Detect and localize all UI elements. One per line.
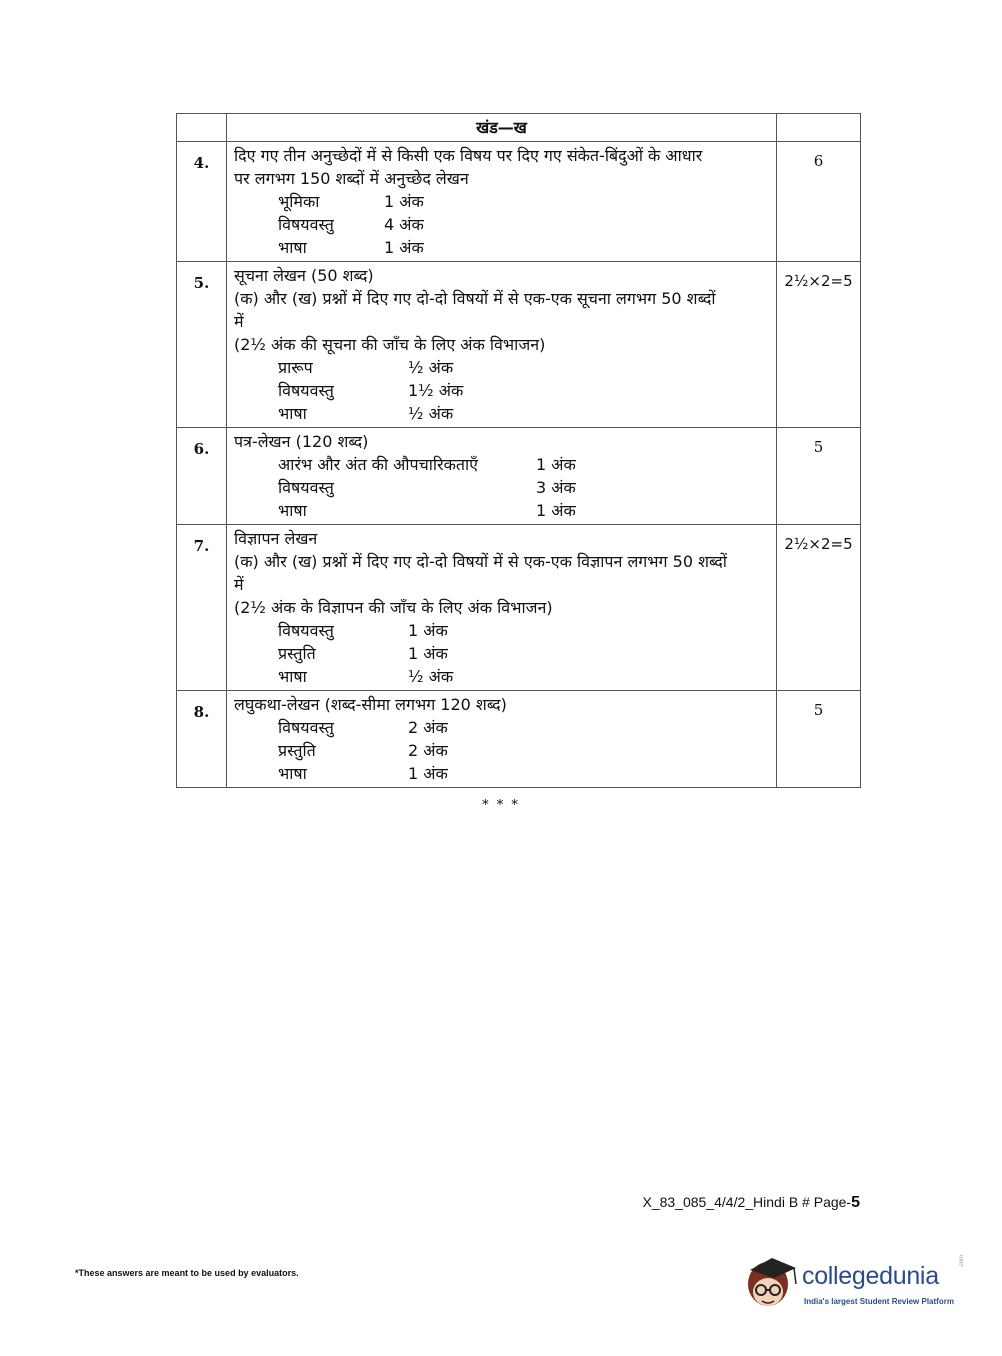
section-header-row — [177, 114, 861, 142]
mark-breakup-item — [234, 236, 770, 259]
question-text-line: सूचना लेखन (50 शब्द) — [234, 266, 374, 285]
criterion-label: भाषा — [278, 667, 307, 686]
mark-breakup-item — [234, 476, 770, 499]
question-text-line: में — [234, 312, 244, 331]
criterion-marks: 1 अंक — [408, 621, 448, 640]
question-body — [227, 691, 777, 788]
evaluator-footnote: *These answers are meant to be used by evaluators. — [75, 1268, 299, 1278]
question-body — [227, 262, 777, 428]
question-row — [177, 691, 861, 788]
question-number: 7. — [177, 525, 227, 691]
question-text-line: (क) और (ख) प्रश्नों में दिए गए दो-दो विषयों में से एक-एक विज्ञापन लगभग 50 शब्दों — [234, 552, 727, 571]
question-text-line: पर लगभग 150 शब्दों में अनुच्छेद लेखन — [234, 169, 469, 188]
page-reference — [642, 1194, 860, 1212]
question-body — [227, 525, 777, 691]
question-body — [227, 428, 777, 525]
criterion-label: आरंभ और अंत की औपचारिकताएँ — [278, 455, 479, 474]
question-body — [227, 142, 777, 262]
mark-breakup-item — [234, 213, 770, 236]
criterion-marks: 1 अंक — [408, 764, 448, 783]
criterion-label: भाषा — [278, 238, 307, 257]
mark-breakup-item — [234, 379, 770, 402]
criterion-marks: 2 अंक — [408, 718, 448, 737]
question-row — [177, 428, 861, 525]
criterion-marks: ½ अंक — [408, 667, 454, 686]
question-text-line: में — [234, 575, 244, 594]
total-marks: 5 — [777, 691, 861, 788]
marking-scheme — [176, 113, 860, 788]
criterion-label: विषयवस्तु — [278, 381, 334, 400]
brand-tagline: India's largest Student Review Platform — [804, 1297, 954, 1306]
criterion-marks: 1 अंक — [384, 192, 424, 211]
question-text-line: (क) और (ख) प्रश्नों में दिए गए दो-दो विषयों में से एक-एक सूचना लगभग 50 शब्दों — [234, 289, 716, 308]
criterion-label: विषयवस्तु — [278, 718, 334, 737]
question-row — [177, 525, 861, 691]
mark-breakup-item — [234, 665, 770, 688]
total-marks: 6 — [777, 142, 861, 262]
question-text-line: पत्र-लेखन (120 शब्द) — [234, 432, 369, 451]
header-num-cell — [177, 114, 227, 142]
mark-breakup-item — [234, 356, 770, 379]
criterion-label: भूमिका — [278, 192, 320, 211]
criterion-label: प्रस्तुति — [278, 644, 316, 663]
criterion-marks: 1 अंक — [536, 455, 576, 474]
criterion-label: भाषा — [278, 404, 307, 423]
mark-breakup-item — [234, 619, 770, 642]
criterion-label: भाषा — [278, 501, 307, 520]
criterion-marks: ½ अंक — [408, 358, 454, 377]
question-text-line: विज्ञापन लेखन — [234, 529, 318, 548]
mark-breakup-item — [234, 190, 770, 213]
criterion-label: विषयवस्तु — [278, 621, 334, 640]
brand-name: collegedunia — [802, 1262, 939, 1290]
total-marks: 5 — [777, 428, 861, 525]
criterion-marks: 4 अंक — [384, 215, 424, 234]
question-text-line: लघुकथा-लेखन (शब्द-सीमा लगभग 120 शब्द) — [234, 695, 507, 714]
mark-breakup-item — [234, 402, 770, 425]
criterion-label: विषयवस्तु — [278, 215, 334, 234]
criterion-label: विषयवस्तु — [278, 478, 334, 497]
question-number: 5. — [177, 262, 227, 428]
mark-breakup-item — [234, 642, 770, 665]
section-heading: खंड—ख — [227, 114, 777, 142]
question-row — [177, 262, 861, 428]
criterion-label: भाषा — [278, 764, 307, 783]
criterion-label: प्रारूप — [278, 358, 313, 377]
question-number: 6. — [177, 428, 227, 525]
criterion-marks: 1 अंक — [408, 644, 448, 663]
end-of-section-marker: * * * — [482, 798, 520, 813]
mark-breakup-item — [234, 716, 770, 739]
question-number: 8. — [177, 691, 227, 788]
mark-breakup-item — [234, 739, 770, 762]
criterion-marks: 2 अंक — [408, 741, 448, 760]
criterion-label: प्रस्तुति — [278, 741, 316, 760]
page-reference-prefix: X_83_085_4/4/2_Hindi B # Page- — [642, 1194, 852, 1210]
question-row — [177, 142, 861, 262]
criterion-marks: 3 अंक — [536, 478, 576, 497]
mark-breakup-item — [234, 499, 770, 522]
criterion-marks: ½ अंक — [408, 404, 454, 423]
question-text-line: (2½ अंक के विज्ञापन की जाँच के लिए अंक विभाजन) — [234, 598, 553, 617]
header-marks-cell — [777, 114, 861, 142]
question-number: 4. — [177, 142, 227, 262]
criterion-marks: 1 अंक — [384, 238, 424, 257]
mark-breakup-item — [234, 762, 770, 785]
marking-scheme-table — [176, 113, 861, 788]
mark-breakup-item — [234, 453, 770, 476]
brand-suffix: .com — [959, 1254, 965, 1268]
criterion-marks: 1 अंक — [536, 501, 576, 520]
total-marks: 2½×2=5 — [777, 525, 861, 691]
question-text-line: (2½ अंक की सूचना की जाँच के लिए अंक विभाजन) — [234, 335, 546, 354]
page-number: 5 — [851, 1194, 860, 1211]
mascot-icon — [742, 1250, 802, 1312]
total-marks: 2½×2=5 — [777, 262, 861, 428]
question-text-line: दिए गए तीन अनुच्छेदों में से किसी एक विषय पर दिए गए संकेत-बिंदुओं के आधार — [234, 146, 703, 165]
collegedunia-logo — [742, 1250, 972, 1320]
criterion-marks: 1½ अंक — [408, 381, 464, 400]
